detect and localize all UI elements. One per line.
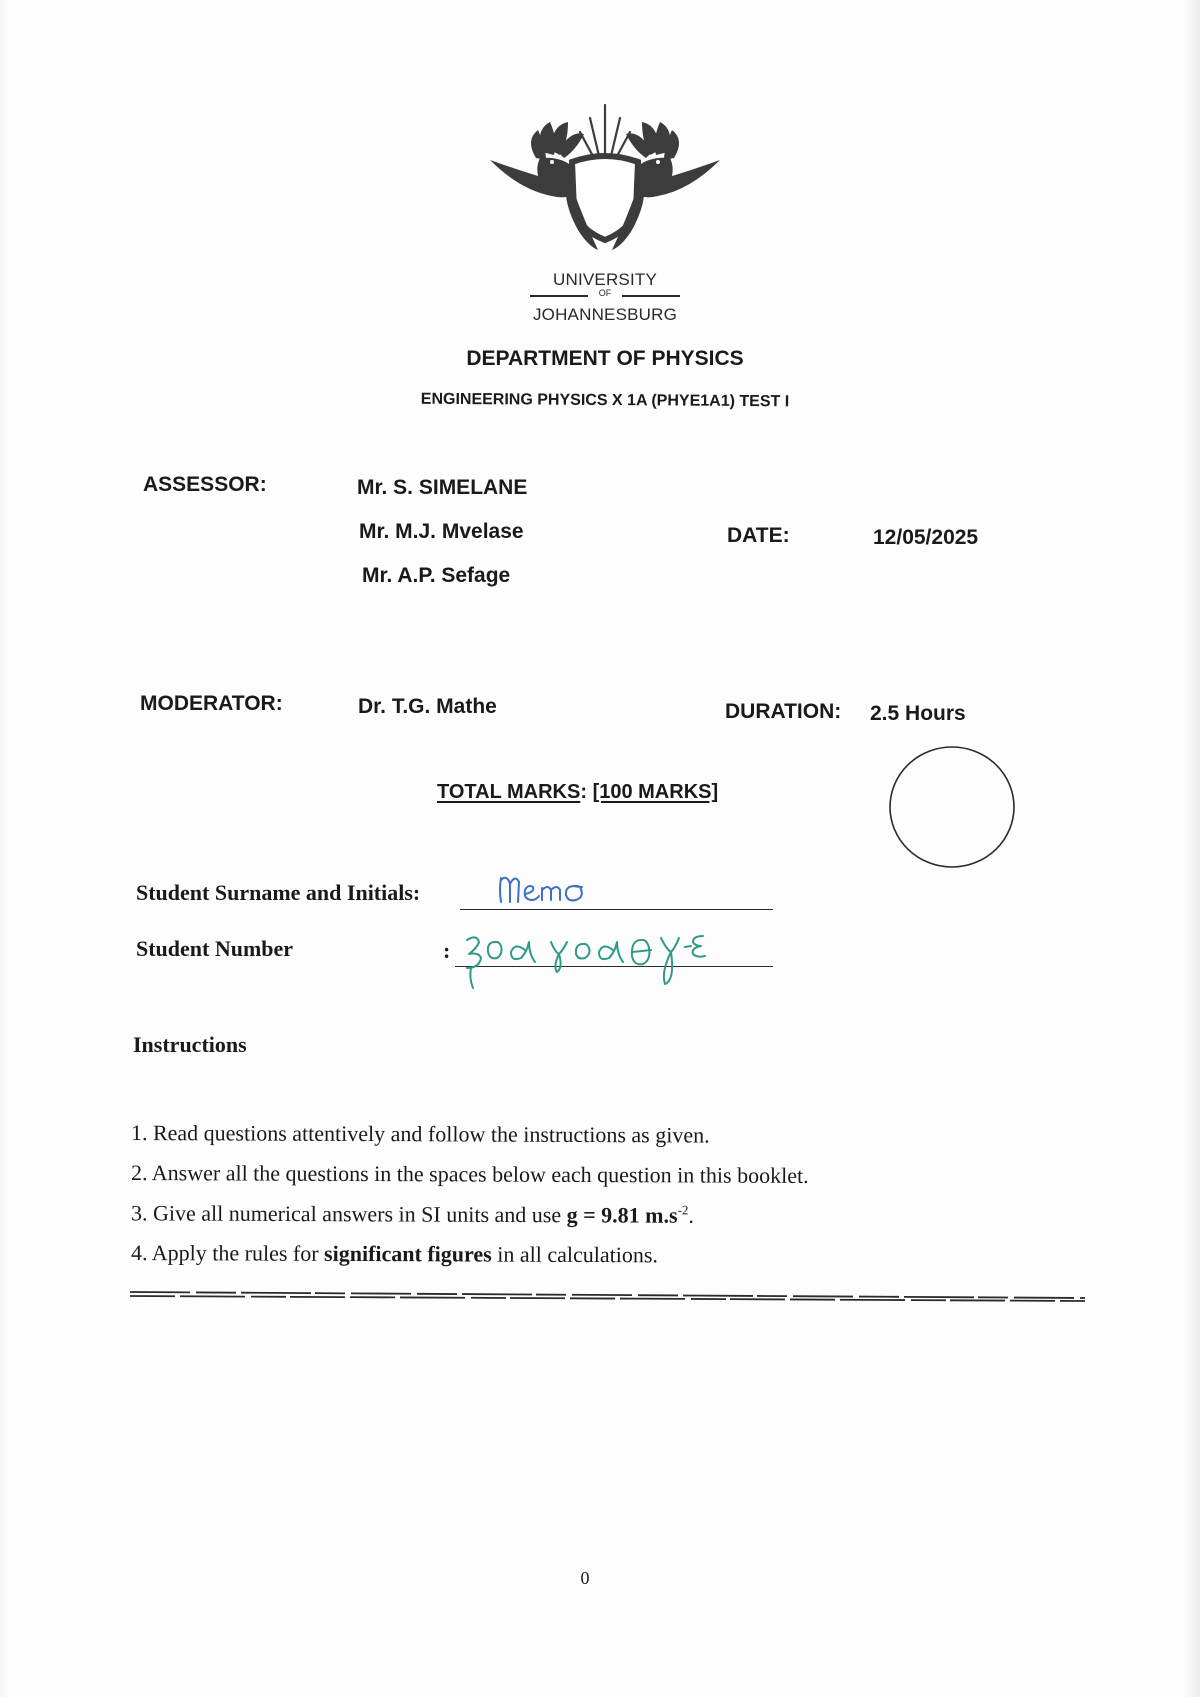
divider-dash-left — [530, 295, 588, 297]
page-number: 0 — [580, 1568, 590, 1588]
instruction-3-number: 3. — [130, 1200, 148, 1226]
instruction-item-2 — [131, 1160, 809, 1189]
instruction-item-3 — [131, 1200, 694, 1229]
university-crest-logo — [480, 100, 730, 260]
instruction-4-post: in all calculations. — [491, 1241, 658, 1268]
instruction-1-text: Read questions attentively and follow the instructions as given. — [152, 1120, 710, 1148]
student-number-colon: : — [443, 938, 451, 963]
student-surname-label: Student Surname and Initials: — [136, 880, 421, 905]
total-marks — [437, 781, 718, 804]
assessor-name-2: Mr. M.J. Mvelase — [359, 520, 524, 543]
student-surname-handwriting — [495, 870, 605, 915]
instruction-2-number: 2. — [130, 1160, 148, 1186]
scan-edge-left — [0, 0, 8, 1697]
student-number-handwriting — [455, 928, 725, 1005]
assessor-label: ASSESSOR: — [143, 473, 267, 496]
university-of-text: OF — [598, 288, 612, 298]
total-marks-value: [100 MARKS] — [592, 781, 719, 803]
student-number-label: Student Number — [136, 936, 294, 961]
university-of-divider — [530, 288, 680, 302]
instruction-2-text: Answer all the questions in the spaces below each question in this booklet. — [151, 1160, 809, 1188]
date-label: DATE: — [727, 524, 790, 547]
instruction-4-number: 4. — [130, 1240, 148, 1266]
instruction-3-post: . — [688, 1202, 694, 1228]
total-marks-separator: : — [580, 781, 593, 803]
section-divider-rule — [130, 1290, 1085, 1302]
date-value: 12/05/2025 — [873, 526, 979, 549]
instruction-3-superscript: -2 — [677, 1202, 689, 1218]
instruction-4-pre: Apply the rules for — [151, 1240, 325, 1266]
instruction-1-number: 1. — [130, 1120, 148, 1146]
scan-edge-right — [1186, 0, 1200, 1697]
instruction-item-4 — [131, 1240, 658, 1268]
assessor-name-1: Mr. S. SIMELANE — [357, 476, 528, 499]
instruction-3-pre: Give all numerical answers in SI units and use — [152, 1200, 567, 1228]
department-title: DEPARTMENT OF PHYSICS — [466, 347, 744, 370]
student-number-handwriting-icon — [455, 928, 725, 1000]
memo-handwriting-icon — [495, 870, 605, 910]
moderator-value: Dr. T.G. Mathe — [358, 695, 497, 718]
assessor-name-3: Mr. A.P. Sefage — [362, 564, 511, 587]
moderator-label: MODERATOR: — [140, 692, 283, 715]
university-name-line1: UNIVERSITY — [552, 270, 658, 289]
instruction-4-bold: significant figures — [324, 1240, 492, 1267]
marks-circle — [888, 745, 1016, 869]
duration-label: DURATION: — [725, 700, 842, 723]
instruction-3-bold: g = 9.81 m.s — [566, 1202, 678, 1228]
instructions-heading: Instructions — [133, 1032, 247, 1057]
total-marks-label: TOTAL MARKS — [437, 781, 581, 803]
university-name-line2: JOHANNESBURG — [532, 305, 678, 324]
duration-value: 2.5 Hours — [870, 702, 966, 725]
course-title: ENGINEERING PHYSICS X 1A (PHYE1A1) TEST I — [420, 390, 790, 411]
instruction-item-1 — [131, 1120, 710, 1149]
divider-dash-right — [622, 295, 680, 297]
